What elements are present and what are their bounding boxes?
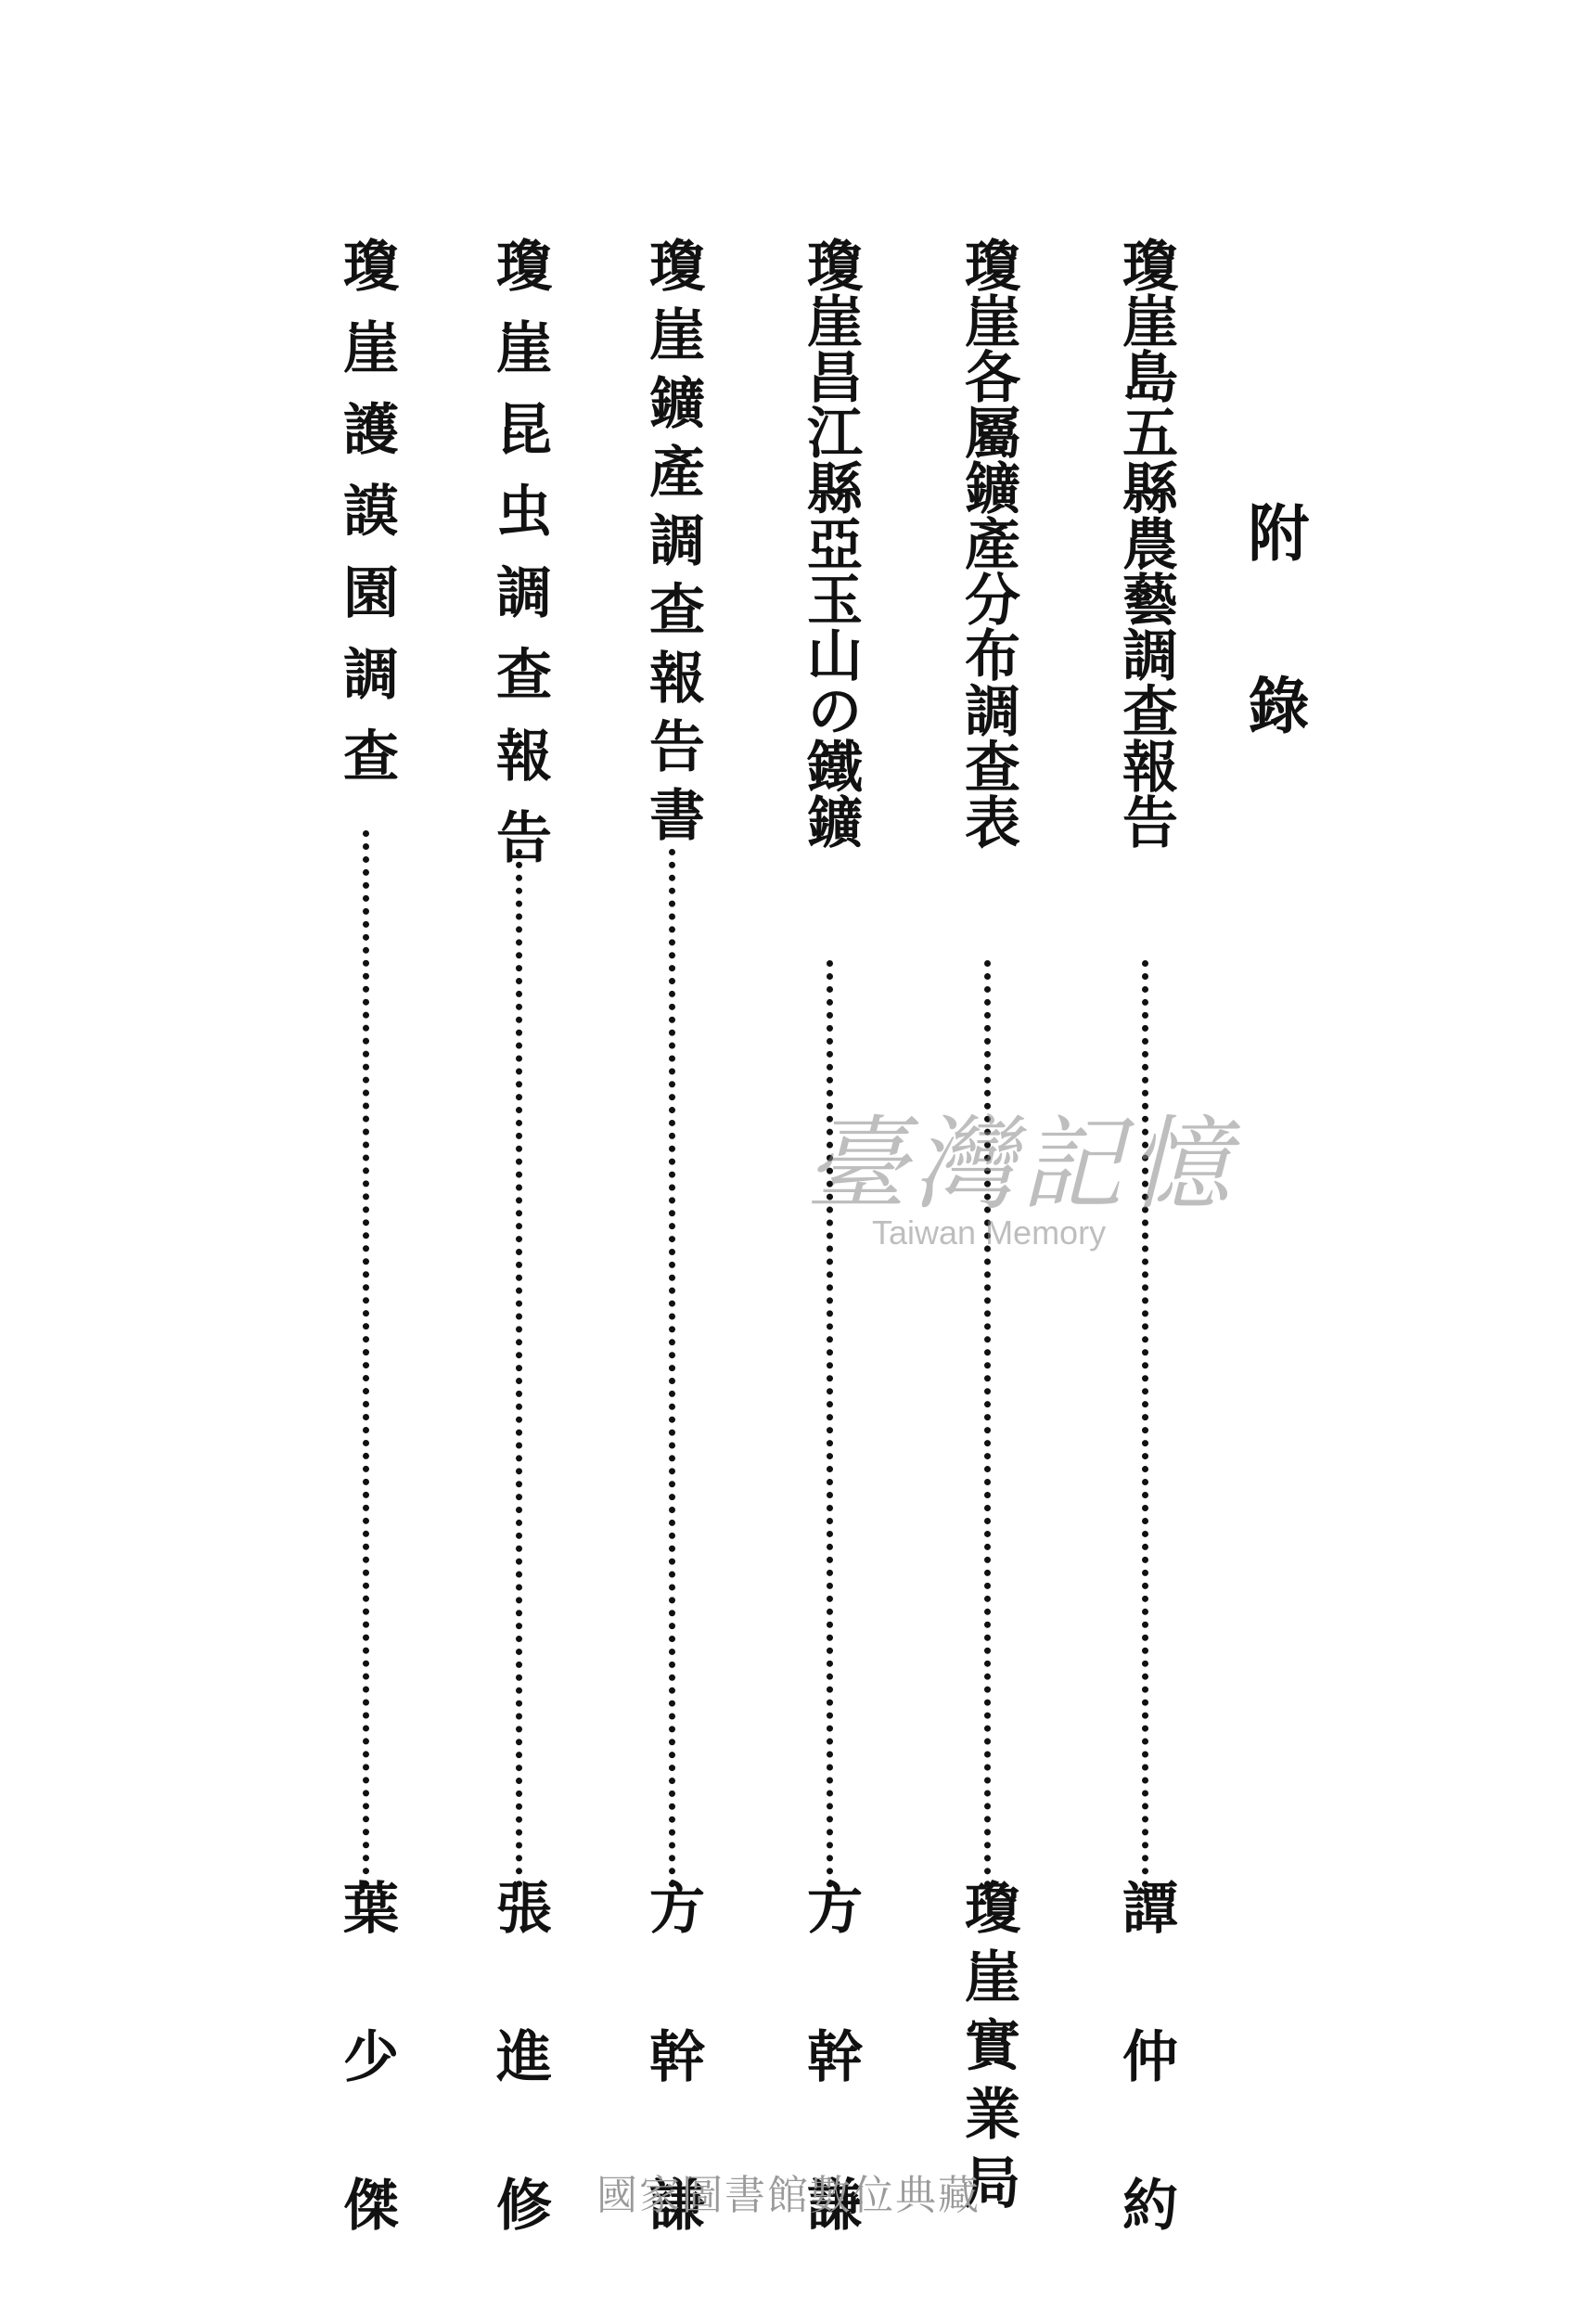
toc-entry-author: 方幹謙 (640, 1879, 705, 2324)
dot-leader (984, 960, 991, 1888)
toc-entry-title: 瓊崖各屬鑛產分布調查表 (955, 237, 1020, 849)
watermark (788, 1105, 1252, 1252)
toc-entry-title: 瓊崖昆虫調查報告 (487, 237, 552, 890)
toc-entry-title: 瓊崖護謨園調查 (334, 237, 399, 808)
toc-entry (487, 237, 552, 2324)
dot-leader (827, 960, 833, 1888)
toc-entry-title: 瓊崖島五縣農藝調查報告 (1113, 237, 1178, 849)
toc-entry-author: 葉少傑 (334, 1879, 399, 2324)
watermark-subtitle: Taiwan Memory (872, 1213, 1107, 1252)
dot-leader (1142, 960, 1148, 1888)
footer-credit: 國家圖書館數位典藏 (596, 2172, 981, 2219)
dot-leader (516, 849, 522, 1888)
dot-leader (669, 849, 675, 1888)
toc-entry-author: 張進修 (487, 1879, 552, 2324)
dot-leader (363, 830, 369, 1888)
watermark-logo: 臺灣記憶 (805, 1105, 1236, 1224)
page-heading: 附錄 (1237, 501, 1310, 846)
toc-entry-author: 譚仲約 (1113, 1879, 1178, 2324)
toc-entry (640, 237, 705, 2324)
toc-entry-author: 方幹謙 (798, 1879, 863, 2324)
toc-entry (334, 237, 399, 2324)
toc-entry-title: 瓊崖昌江縣亞玉山の鐵鑛 (798, 237, 863, 849)
toc-entry-title: 瓊崖鑛產調查報告書 (640, 237, 705, 854)
toc-entry-author: 瓊崖實業局 (955, 1879, 1020, 2222)
